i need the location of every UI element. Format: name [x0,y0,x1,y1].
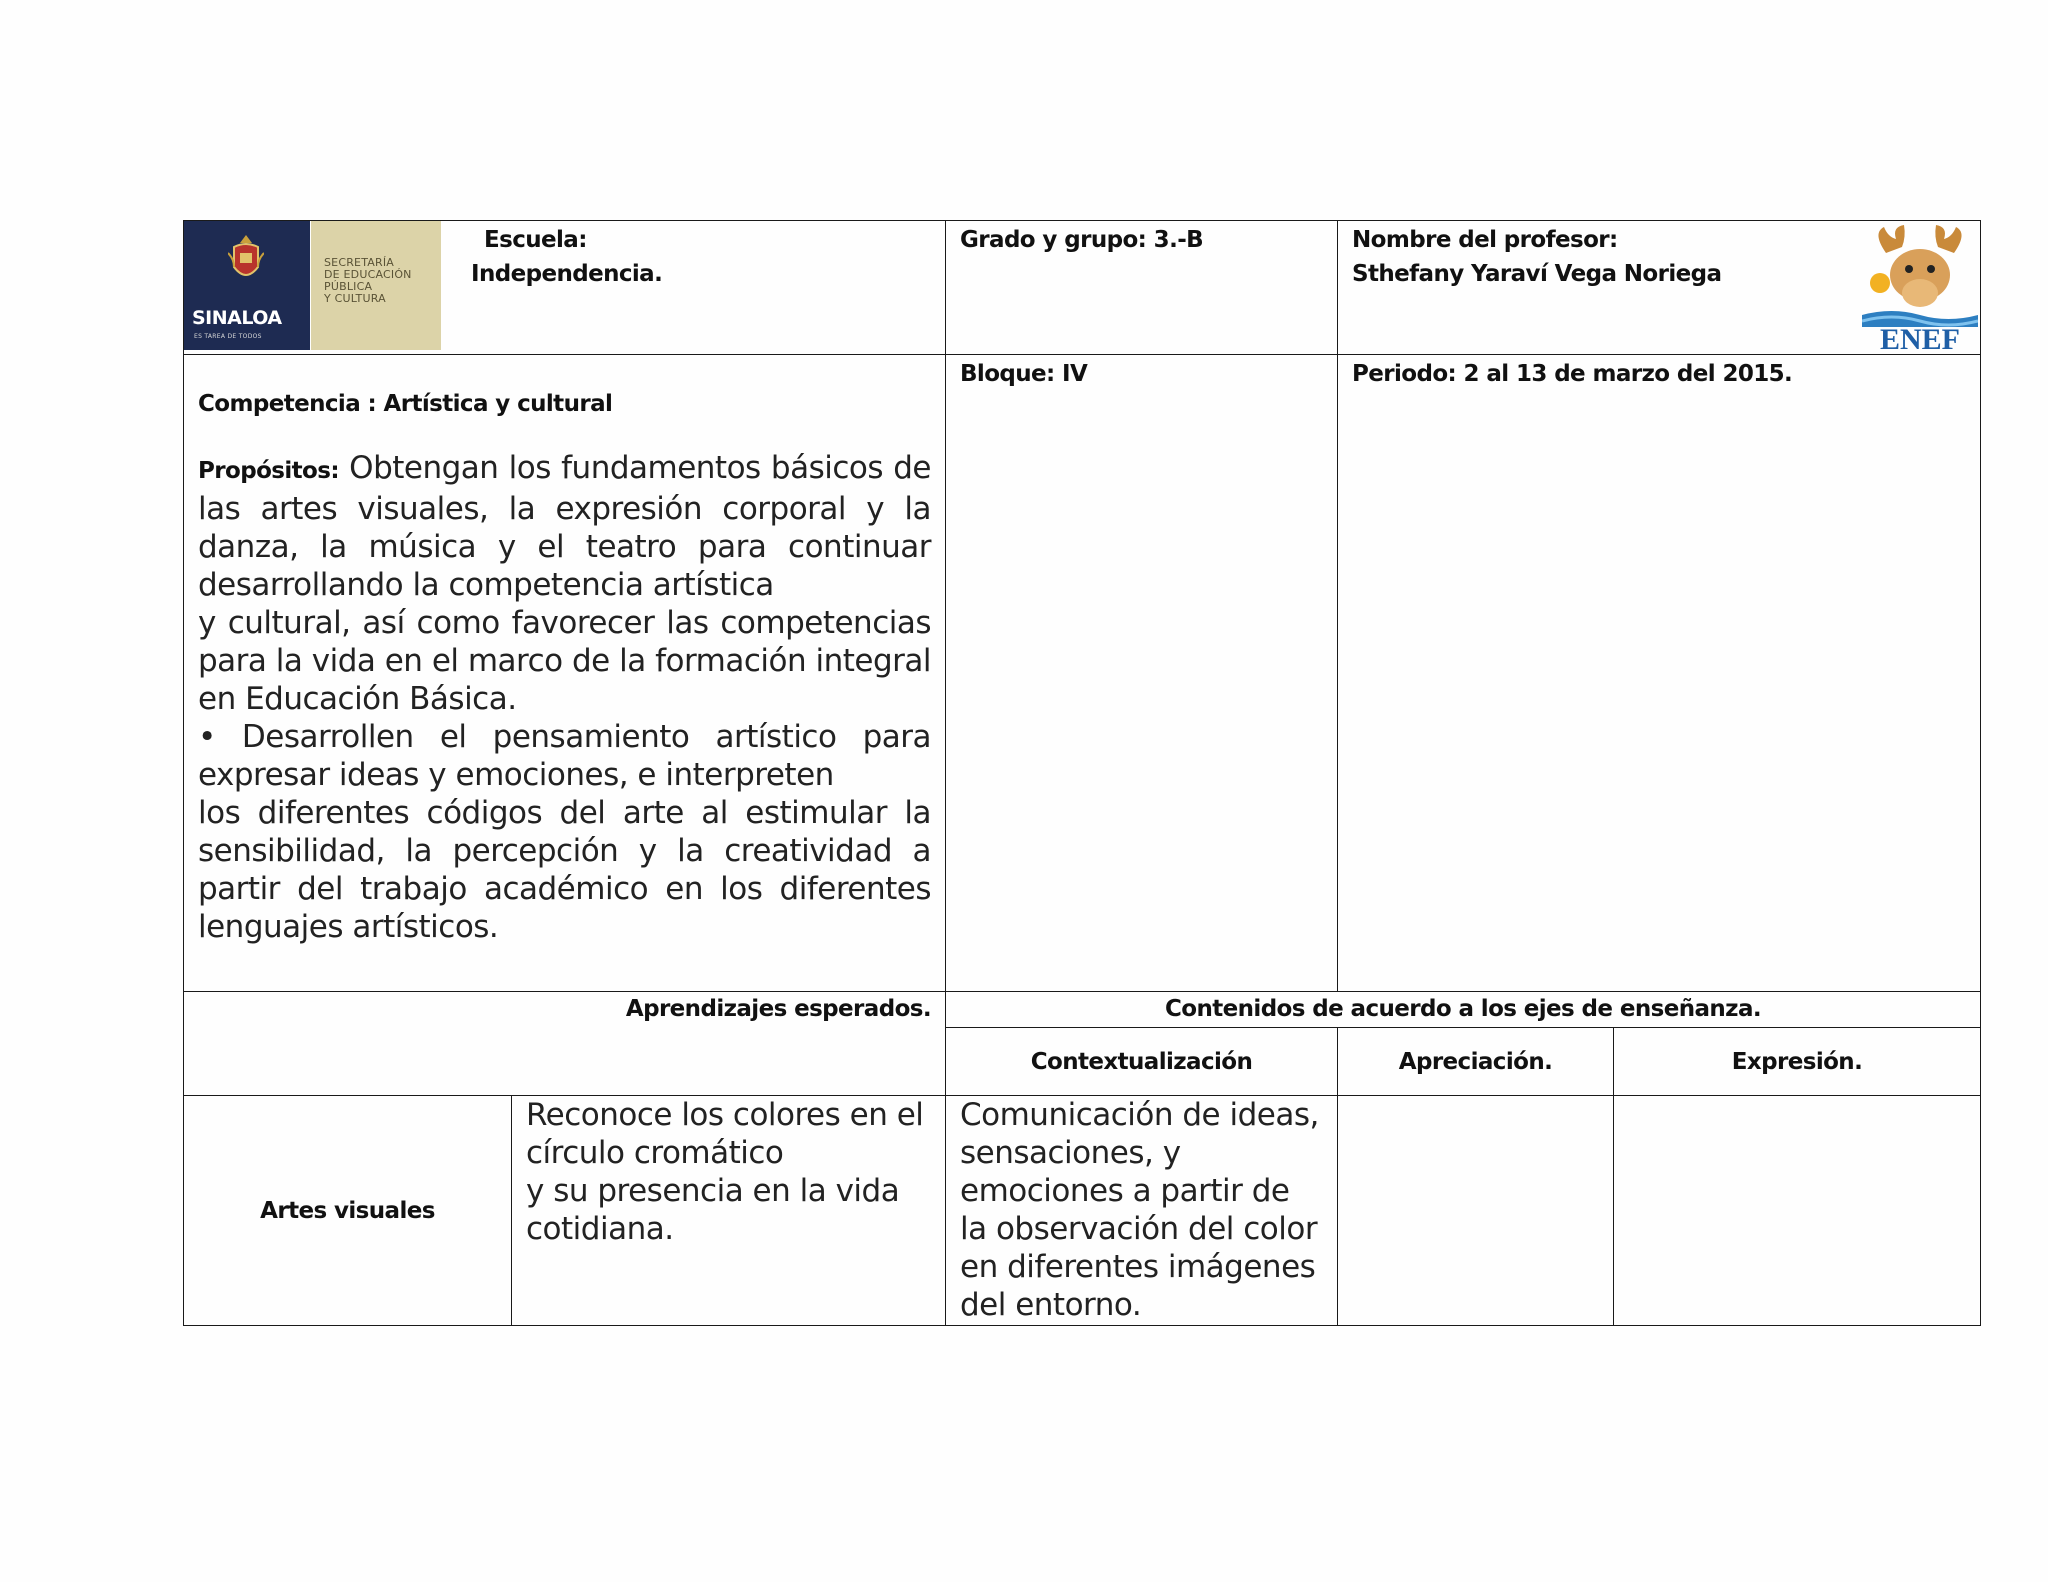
sepyc-line-2: DE EDUCACIÓN [324,268,412,281]
propositos-text [198,449,931,946]
propositos-paragraph-4: los diferentes códigos del arte al estimular la sensibilidad, la percepción y la creatividad a partir del trabajo académico en los diferentes lenguajes artísticos. [198,795,931,945]
sinaloa-logo-text: SINALOA [192,307,282,329]
aprendizajes-header: Aprendizajes esperados. [625,996,931,1022]
apreciacion-header: Apreciación. [1398,1048,1553,1075]
planning-table [183,220,1981,1326]
area-label: Artes visuales [260,1197,435,1224]
area-cell [184,1096,512,1326]
school-cell [184,221,946,355]
propositos-label: Propósitos: [198,458,339,484]
contenidos-header-cell [946,992,1981,1028]
sepyc-logo-text [324,257,412,305]
sepyc-line-1: SECRETARÍA [324,256,395,269]
competencia-label: Competencia : Artística y cultural [198,391,613,417]
teacher-cell [1338,221,1981,355]
expresion-cell [1614,1096,1981,1326]
teacher-name: Sthefany Yaraví Vega Noriega [1352,261,1722,287]
periodo-cell [1338,355,1981,992]
header-row [184,221,1981,355]
info-row [184,355,1981,992]
expresion-header-cell [1614,1028,1981,1096]
contextualizacion-header: Contextualización [1030,1048,1253,1075]
grade-cell [946,221,1338,355]
contenidos-header-row [184,992,1981,1028]
expresion-header: Expresión. [1731,1048,1863,1075]
school-name: Independencia. [471,261,663,287]
propositos-paragraph-2: y cultural, así como favorecer las competencias para la vida en el marco de la formación integral en Educación Básica. [198,605,931,717]
aprendizajes-header-cell [184,992,946,1096]
periodo-label: Periodo: 2 al 13 de marzo del 2015. [1352,361,1793,387]
contenidos-header: Contenidos de acuerdo a los ejes de enseñanza. [1164,996,1762,1022]
sinaloa-logo [184,221,310,350]
contextualizacion-text: Comunicación de ideas, sensaciones, y emociones a partir de la observación del color en diferentes imágenes del entorno. [960,1097,1319,1323]
apreciacion-header-cell [1338,1028,1614,1096]
table-row [184,1096,1981,1326]
enef-logo-text: ENEF [1880,323,1961,351]
sinaloa-logo-subtext: ES TAREA DE TODOS [194,333,262,340]
aprendizaje-text: Reconoce los colores en el círculo cromático y su presencia en la vida cotidiana. [526,1097,924,1247]
school-cell-content [184,221,945,353]
contextualizacion-cell [946,1096,1338,1326]
aprendizaje-cell [512,1096,946,1326]
sepyc-logo [311,221,441,350]
sepyc-line-4: Y CULTURA [324,292,386,305]
grade-label: Grado y grupo: 3.-B [960,227,1204,253]
propositos-paragraph-3: • Desarrollen el pensamiento artístico para expresar ideas y emociones, e interpreten [198,719,931,793]
enef-moose-logo [1862,223,1978,351]
teacher-label: Nombre del profesor: [1352,227,1618,253]
sepyc-line-3: PÚBLICA [324,280,373,293]
apreciacion-cell [1338,1096,1614,1326]
bloque-label: Bloque: IV [960,361,1088,387]
bloque-cell [946,355,1338,992]
competencia-cell [184,355,946,992]
propositos-paragraph-1: Obtengan los fundamentos básicos de las artes visuales, la expresión corporal y la danza, la música y el teatro para continuar desarrollando la competencia artística [198,450,932,603]
contextualizacion-header-cell [946,1028,1338,1096]
coat-of-arms-icon [228,233,264,289]
school-label: Escuela: [484,227,587,253]
competencia-content [184,355,945,946]
